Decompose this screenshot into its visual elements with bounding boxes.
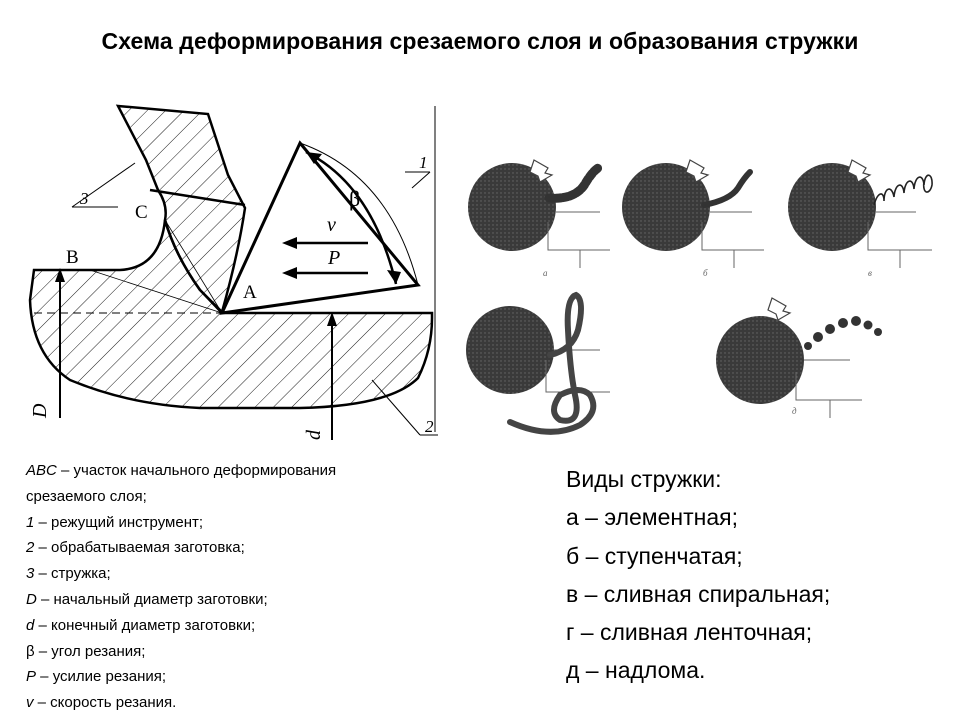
svg-text:в: в xyxy=(868,268,872,278)
chip-panel-b xyxy=(622,160,764,278)
point-b-label: B xyxy=(66,247,79,268)
point-a-label: A xyxy=(243,282,257,303)
chip-type-item: б – ступенчатая; xyxy=(566,542,743,569)
chip-type-item: а – элементная; xyxy=(566,504,738,531)
legend-left xyxy=(26,458,446,716)
legend-row: 2 – обрабатываемая заготовка; xyxy=(26,539,245,557)
page-title: Схема деформирования срезаемого слоя и образования стружки xyxy=(101,28,859,54)
legend-row: v – скорость резания. xyxy=(26,694,177,712)
diameter-d-label: D xyxy=(29,403,51,418)
diameter-small-d-label: d xyxy=(303,430,325,440)
label-3: 3 xyxy=(80,189,89,208)
chip-type-item: в – сливная спиральная; xyxy=(566,580,831,607)
svg-text:д: д xyxy=(792,406,797,416)
chip-panel-a xyxy=(468,160,610,278)
label-1: 1 xyxy=(419,153,428,172)
legend-row: 3 – стружка; xyxy=(26,565,111,583)
chip-types-heading: Виды стружки: xyxy=(566,466,722,492)
legend-row: D – начальный диаметр заготовки; xyxy=(26,590,268,608)
legend-row: P – усилие резания; xyxy=(26,668,167,686)
chip-panel-d xyxy=(716,298,882,418)
legend-row: 1 – режущий инструмент; xyxy=(26,513,204,531)
v-label: v xyxy=(327,214,336,236)
chip-panel-v xyxy=(788,160,932,278)
legend-row: ABC – участок начального деформирования xyxy=(26,462,337,479)
point-c-label: C xyxy=(135,202,148,223)
chip-panel-g xyxy=(466,295,610,432)
p-label: P xyxy=(328,247,341,269)
chip-type-item: д – надлома. xyxy=(566,657,706,684)
legend-row: d – конечный диаметр заготовки; xyxy=(26,616,256,634)
beta-label: β xyxy=(349,186,361,211)
label-2: 2 xyxy=(425,417,434,436)
svg-text:б: б xyxy=(703,268,708,278)
legend-row: β – угол резания; xyxy=(26,642,146,660)
chip-type-item: г – сливная ленточная; xyxy=(566,619,813,646)
legend-row: срезаемого слоя; xyxy=(26,487,147,505)
chip-types-legend xyxy=(566,460,946,690)
svg-text:а: а xyxy=(543,268,548,278)
